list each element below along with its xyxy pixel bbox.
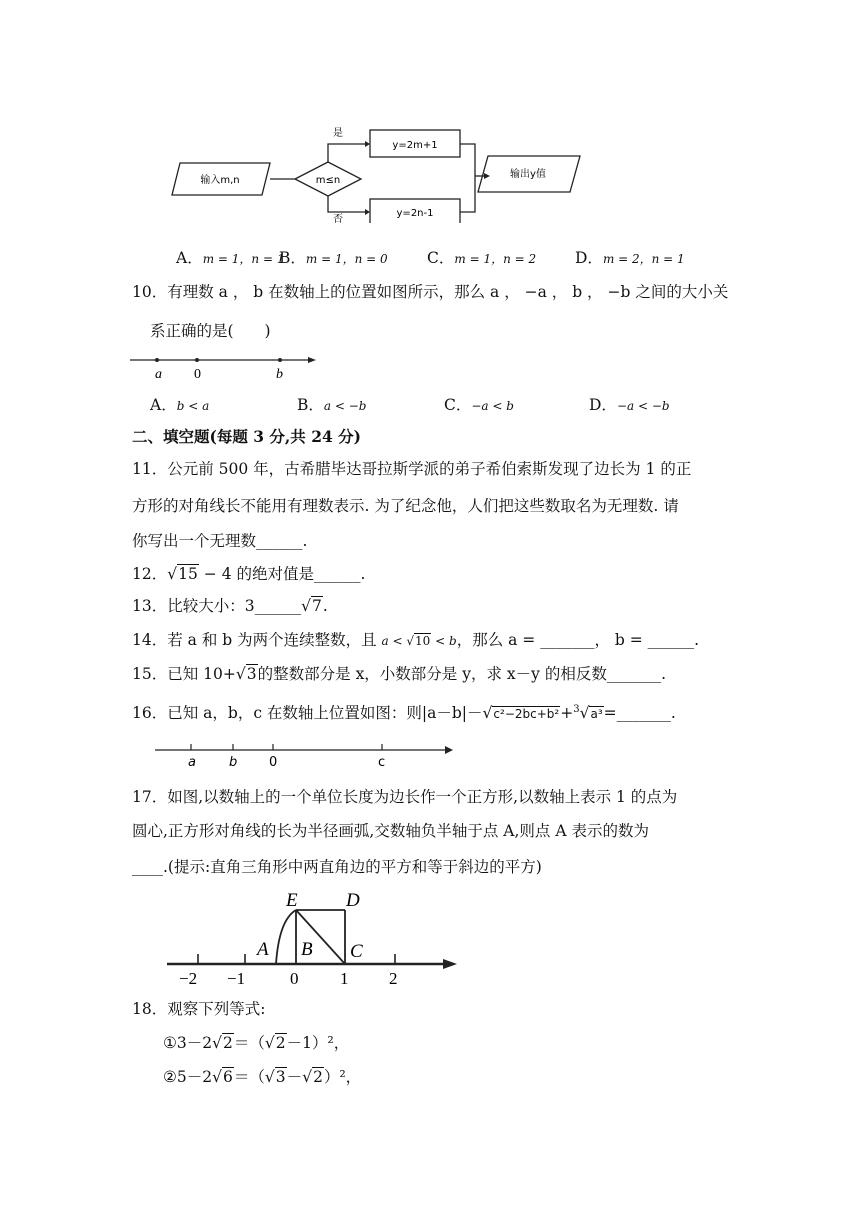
q17-line3: ____.(提示:直角三角形中两直角边的平方和等于斜边的平方) — [132, 858, 542, 876]
q14-radicand: 10 — [415, 634, 431, 648]
q17-tick-2: 2 — [389, 969, 398, 988]
q10-option-d-text: −a < −b — [616, 399, 670, 413]
q17-point-b: B — [301, 939, 313, 960]
q17-tick-0: 0 — [290, 969, 299, 988]
q14-text1: 14．若 a 和 b 为两个连续整数，且 — [132, 631, 382, 649]
q16-axis-label-0: 0 — [269, 755, 278, 770]
q9-option-a-text: m = 1，n = 1 — [202, 252, 285, 266]
q13-rest: . — [322, 597, 328, 615]
q17-point-a: A — [257, 939, 269, 960]
q18-eq2-r1: 6 — [223, 1068, 233, 1086]
sqrt-icon: √ — [406, 634, 415, 648]
q11-line1: 11．公元前 500 年，古希腊毕达哥拉斯学派的弟子希伯索斯发现了边长为 1 的正 — [132, 460, 692, 478]
q18-eq2-mid: ＝（ — [233, 1068, 265, 1086]
q16-radicand: c²−2bc+b² — [493, 707, 560, 722]
q10-option-b-letter: B． — [297, 396, 324, 414]
q9-option-c-letter: C． — [427, 249, 455, 267]
flow-output-label: 输出y值 — [510, 169, 546, 180]
q14-text2: ，那么 a = _______， b = ______. — [456, 631, 700, 649]
q16-prefix: 16．已知 a，b，c 在数轴上位置如图：则|a－b|－ — [132, 704, 483, 723]
q14 — [132, 629, 699, 652]
q18-eq2-end: ）²， — [323, 1068, 362, 1086]
q18-eq1-r2: 2 — [275, 1034, 286, 1052]
q12-rest: − 4 的绝对值是______. — [198, 565, 366, 583]
q10-axis-label-a: a — [155, 367, 162, 382]
q9-option-a-letter: A． — [176, 249, 203, 267]
sqrt-icon: √ — [482, 704, 493, 723]
flow-box-no: y=2n-1 — [396, 208, 434, 219]
q11-line3: 你写出一个无理数______. — [132, 532, 308, 550]
sqrt-icon: √ — [212, 1034, 223, 1052]
cube-root-icon: √ — [579, 704, 590, 723]
sqrt-icon: √ — [264, 1034, 275, 1052]
q14-ineq-right: < b — [431, 634, 457, 648]
q9-option-c-text: m = 1，n = 2 — [454, 252, 537, 266]
q17-point-e: E — [286, 890, 298, 911]
q16-cube-radicand: a³ — [590, 707, 603, 722]
sqrt-icon: √ — [212, 1068, 223, 1086]
flow-yes-label: 是 — [333, 128, 343, 139]
q16-axis-label-a: a — [188, 755, 196, 770]
q10-axis-label-0: 0 — [194, 367, 201, 382]
q10-line2: 系正确的是( ) — [150, 322, 271, 340]
q15 — [132, 663, 666, 685]
q18-eq1-num: ①3－2 — [163, 1034, 213, 1052]
sqrt-icon: √ — [301, 597, 311, 615]
q16-plus: + — [560, 704, 574, 723]
sqrt-icon: √ — [302, 1068, 313, 1086]
q18-title: 18．观察下列等式: — [132, 1000, 266, 1018]
flow-condition-label: m≤n — [315, 175, 341, 186]
q13 — [132, 595, 328, 617]
q17-line2: 圆心,正方形对角线的长为半径画弧,交数轴负半轴于点 A,则点 A 表示的数为 — [132, 822, 649, 840]
q9-option-b-letter: B． — [279, 249, 306, 267]
q13-prefix: 13．比较大小：3______ — [132, 597, 302, 615]
q12-radicand: 15 — [178, 565, 198, 583]
q17-tick--2: −2 — [179, 969, 198, 988]
q18-eq2-r2: 3 — [275, 1068, 286, 1086]
q16-number-line — [155, 740, 455, 770]
q9-option-d-text: m = 2，n = 1 — [602, 252, 685, 266]
q18-eq1-mid: ＝（ — [233, 1034, 265, 1052]
q15-rest: 的整数部分是 x，小数部分是 y，求 x－y 的相反数_______. — [257, 665, 667, 683]
q17-tick--1: −1 — [227, 969, 246, 988]
q18-eq1-r1: 2 — [223, 1034, 233, 1052]
q10-options — [150, 394, 739, 417]
q9-options — [176, 247, 725, 270]
sqrt-icon: √ — [264, 1068, 275, 1086]
q17-point-d: D — [346, 890, 360, 911]
q17-tick-1: 1 — [340, 969, 349, 988]
q17-point-c: C — [350, 941, 363, 962]
sqrt-icon: √ — [167, 565, 178, 583]
q10-option-b-text: a < −b — [323, 399, 367, 413]
q18-eq1-end: －1）²， — [286, 1034, 350, 1052]
flowchart — [170, 118, 590, 223]
q10-option-c-letter: C． — [444, 396, 472, 414]
q15-radicand: 3 — [246, 665, 257, 683]
q17-line1: 17．如图,以数轴上的一个单位长度为边长作一个正方形,以数轴上表示 1 的点为 — [132, 788, 678, 806]
q18-eq2-num: ②5－2 — [163, 1068, 213, 1086]
q9-option-b-text: m = 1，n = 0 — [305, 252, 388, 266]
q16: 16．已知 a，b，c 在数轴上位置如图：则|a－b|－√c²−2bc+b²+$^3$√a³=_______. — [132, 704, 676, 723]
flow-no-label: 否 — [333, 214, 343, 223]
q16-axis-label-c: c — [378, 755, 386, 770]
q18-eq2-r3: 2 — [313, 1068, 323, 1086]
q15-prefix: 15．已知 10+ — [132, 665, 236, 683]
q10-line1: 10．有理数 a ， b 在数轴上的位置如图所示，那么 a ， −a ， b ， −b 之间的大小关 — [132, 283, 729, 301]
q11-line2: 方形的对角线长不能用有理数表示. 为了纪念他，人们把这些数取名为无理数. 请 — [132, 497, 679, 515]
q10-number-line — [128, 350, 318, 382]
q10-option-d-letter: D． — [589, 396, 617, 414]
section-2-title: 二、填空题(每题 3 分,共 24 分) — [132, 427, 362, 446]
q10-axis-label-b: b — [276, 367, 283, 382]
q18-eq2-mid2: － — [286, 1068, 303, 1086]
q16-rest: =_______. — [603, 704, 676, 723]
flow-input-label: 输入m,n — [200, 175, 240, 186]
q10-option-c-text: −a < b — [471, 399, 514, 413]
q18-eq1 — [163, 1032, 349, 1054]
q14-ineq-left: a < — [381, 634, 407, 648]
q17-figure — [165, 884, 460, 989]
q10-option-a-letter: A． — [150, 396, 177, 414]
sqrt-icon: √ — [235, 665, 246, 683]
flow-box-yes: y=2m+1 — [392, 140, 438, 151]
q10-option-a-text: b < a — [176, 399, 210, 413]
q12-prefix: 12． — [132, 565, 168, 583]
q12 — [132, 563, 365, 585]
q16-axis-label-b: b — [229, 755, 238, 770]
q9-option-d-letter: D． — [575, 249, 603, 267]
q13-radicand: 7 — [311, 597, 322, 615]
q18-eq2 — [163, 1066, 361, 1088]
